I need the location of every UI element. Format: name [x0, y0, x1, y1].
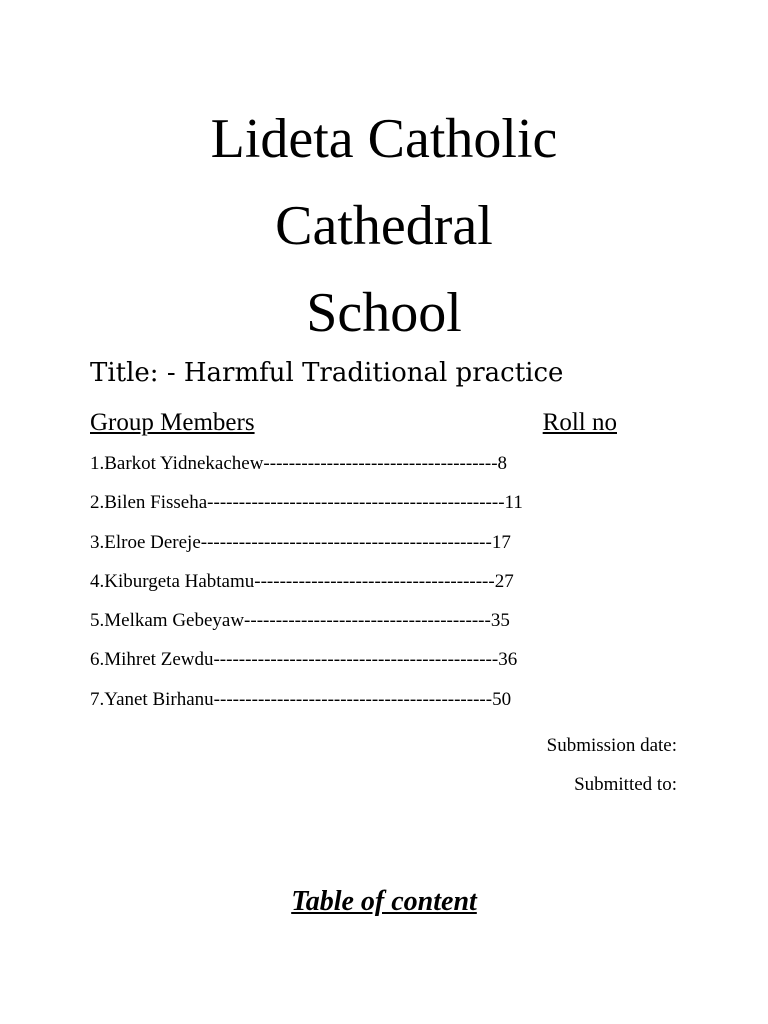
members-header: [90, 405, 617, 441]
school-name: [0, 96, 768, 357]
submission-info: [547, 726, 677, 804]
list-item: 1.Barkot Yidnekachew-------------------------------------8: [90, 453, 508, 474]
school-name-line-2: Cathedral: [275, 195, 493, 257]
roll-no-heading: Roll no: [542, 409, 617, 436]
document-title: Title: - Harmful Traditional practice: [90, 358, 564, 388]
member-list: [90, 450, 523, 725]
submitted-to-label: Submitted to:: [574, 774, 677, 795]
school-name-line-1: Lideta Catholic: [210, 108, 558, 170]
list-item: 6.Mihret Zewdu---------------------------------------------36: [90, 649, 518, 671]
list-item: 3.Elroe Dereje----------------------------------------------17: [90, 531, 511, 553]
list-item: 7.Yanet Birhanu--------------------------------------------50: [90, 688, 512, 710]
group-members-heading: Group Members: [90, 409, 255, 436]
list-item: 4.Kiburgeta Habtamu--------------------------------------27: [90, 570, 514, 592]
school-name-line-3: School: [306, 282, 462, 344]
list-item: 2.Bilen Fisseha-----------------------------------------------11: [90, 492, 523, 514]
table-of-content-heading: Table of content: [291, 886, 477, 917]
list-item: 5.Melkam Gebeyaw---------------------------------------35: [90, 610, 510, 632]
submission-date-label: Submission date:: [546, 735, 677, 756]
